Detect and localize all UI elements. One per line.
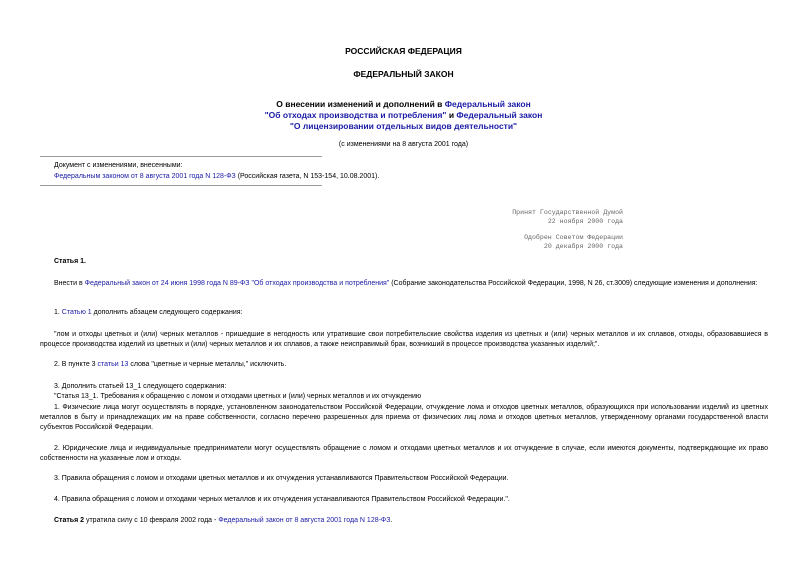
item3-paragraph4: 4. Правила обращения с ломом и отходами черных металлов и их отчуждения устанавливаются Правительством Российской Федерации.". bbox=[54, 496, 510, 503]
adoption-council bbox=[524, 233, 623, 251]
law-type-heading: ФЕДЕРАЛЬНЫЙ ЗАКОН bbox=[353, 69, 454, 79]
item2-prefix: 2. В пункте 3 bbox=[54, 361, 98, 368]
amendments-label: Документ с изменениями, внесенными: bbox=[54, 162, 183, 169]
item3-line1: 3. Дополнить статьей 13_1 следующего содержания: bbox=[54, 383, 227, 390]
adoption-duma bbox=[512, 208, 623, 226]
item1-prefix: 1. bbox=[54, 309, 62, 316]
title-link-licensing-law[interactable]: "О лицензировании отдельных видов деятельности" bbox=[289, 121, 518, 131]
law-title bbox=[0, 99, 807, 132]
item3-line2: "Статья 13_1. Требования к обращению с ломом и отходами цветных и (или) черных металлов и их отчуждению bbox=[54, 393, 422, 400]
amendments-source: (Российская газета, N 153-154, 10.08.2001). bbox=[235, 173, 380, 180]
amendments-top-rule bbox=[40, 156, 322, 157]
intro-link-waste-law[interactable]: Федеральный закон от 24 июня 1998 года N 89-ФЗ "Об отходах производства и потребления" bbox=[84, 280, 390, 287]
article2-text: утратила силу с 10 февраля 2002 года - bbox=[84, 517, 219, 524]
title-conjunction: и bbox=[446, 110, 457, 120]
article2-end: . bbox=[390, 517, 393, 524]
item3-paragraph2: 2. Юридические лица и индивидуальные предприниматели могут осуществлять обращение с ломом и отходами цветных металлов и их отчуждение в случае, если имеются документы, подтверждающие их право собственности на указанные лом и отходы. bbox=[40, 445, 768, 462]
article2-link[interactable]: Федеральный закон от 8 августа 2001 года N 128-ФЗ bbox=[218, 517, 391, 524]
item3-paragraph1: 1. Физические лица могут осуществлять в порядке, установленном законодательством Российской Федерации, отчуждение лома и отходов цветных металлов, образующихся при использовании изделий из цветных металлов в быту и принадлежащих им на праве собственности, согласно перечню разрешенных для приема от физических лиц лома и отходов цветных металлов, утвержденному органами государственной власти субъектов Российской Федерации. bbox=[40, 404, 768, 431]
item1-link-article1[interactable]: Статью 1 bbox=[61, 309, 92, 316]
title-link-federal-law-2[interactable]: Федеральный закон bbox=[456, 110, 543, 120]
federation-heading: РОССИЙСКАЯ ФЕДЕРАЦИЯ bbox=[345, 46, 462, 56]
item1-suffix: дополнить абзацем следующего содержания: bbox=[91, 309, 243, 316]
item1 bbox=[54, 309, 242, 316]
duma-date: 22 ноября 2000 года bbox=[547, 218, 623, 225]
item2 bbox=[54, 361, 286, 368]
amendments-box bbox=[54, 160, 379, 182]
title-link-waste-law[interactable]: "Об отходах производства и потребления" bbox=[264, 110, 447, 120]
item3-paragraph3: 3. Правила обращения с ломом и отходами цветных металлов и их отчуждения устанавливаются Правительством Российской Федерации. bbox=[54, 475, 509, 482]
article1-intro bbox=[40, 279, 768, 289]
title-link-federal-law[interactable]: Федеральный закон bbox=[444, 99, 531, 109]
item3-intro bbox=[54, 382, 421, 402]
amendments-link[interactable]: Федеральным законом от 8 августа 2001 года N 128-ФЗ bbox=[54, 173, 236, 180]
item2-link-article13[interactable]: статьи 13 bbox=[97, 361, 129, 368]
council-date: 20 декабря 2000 года bbox=[543, 243, 623, 250]
article2 bbox=[54, 517, 392, 524]
amendments-bottom-rule bbox=[40, 185, 322, 186]
article2-heading: Статья 2 bbox=[54, 517, 85, 524]
council-label: Одобрен Советом Федерации bbox=[524, 234, 623, 241]
item2-suffix: слова "цветные и черные металлы," исключить. bbox=[128, 361, 287, 368]
item1-quote: "лом и отходы цветных и (или) черных металлов - пришедшие в негодность или утратившие свои потребительские свойства изделия из цветных и (или) черных металлов и их сплавов, отходы, образовавшиеся в процессе производства изделий из цветных и (или) черных металлов и их сплавов, а также неисправимый брак, возникший в процессе производства указанных изделий;". bbox=[40, 331, 768, 348]
duma-label: Принят Государственной Думой bbox=[512, 209, 623, 216]
intro-prefix: Внести в bbox=[54, 280, 85, 287]
title-prefix: О внесении изменений и дополнений в bbox=[276, 99, 445, 109]
article1-heading: Статья 1. bbox=[54, 258, 86, 265]
revision-note: (с изменениями на 8 августа 2001 года) bbox=[338, 141, 469, 148]
intro-suffix: (Собрание законодательства Российской Федерации, 1998, N 26, ст.3009) следующие изменения и дополнения: bbox=[389, 280, 758, 287]
